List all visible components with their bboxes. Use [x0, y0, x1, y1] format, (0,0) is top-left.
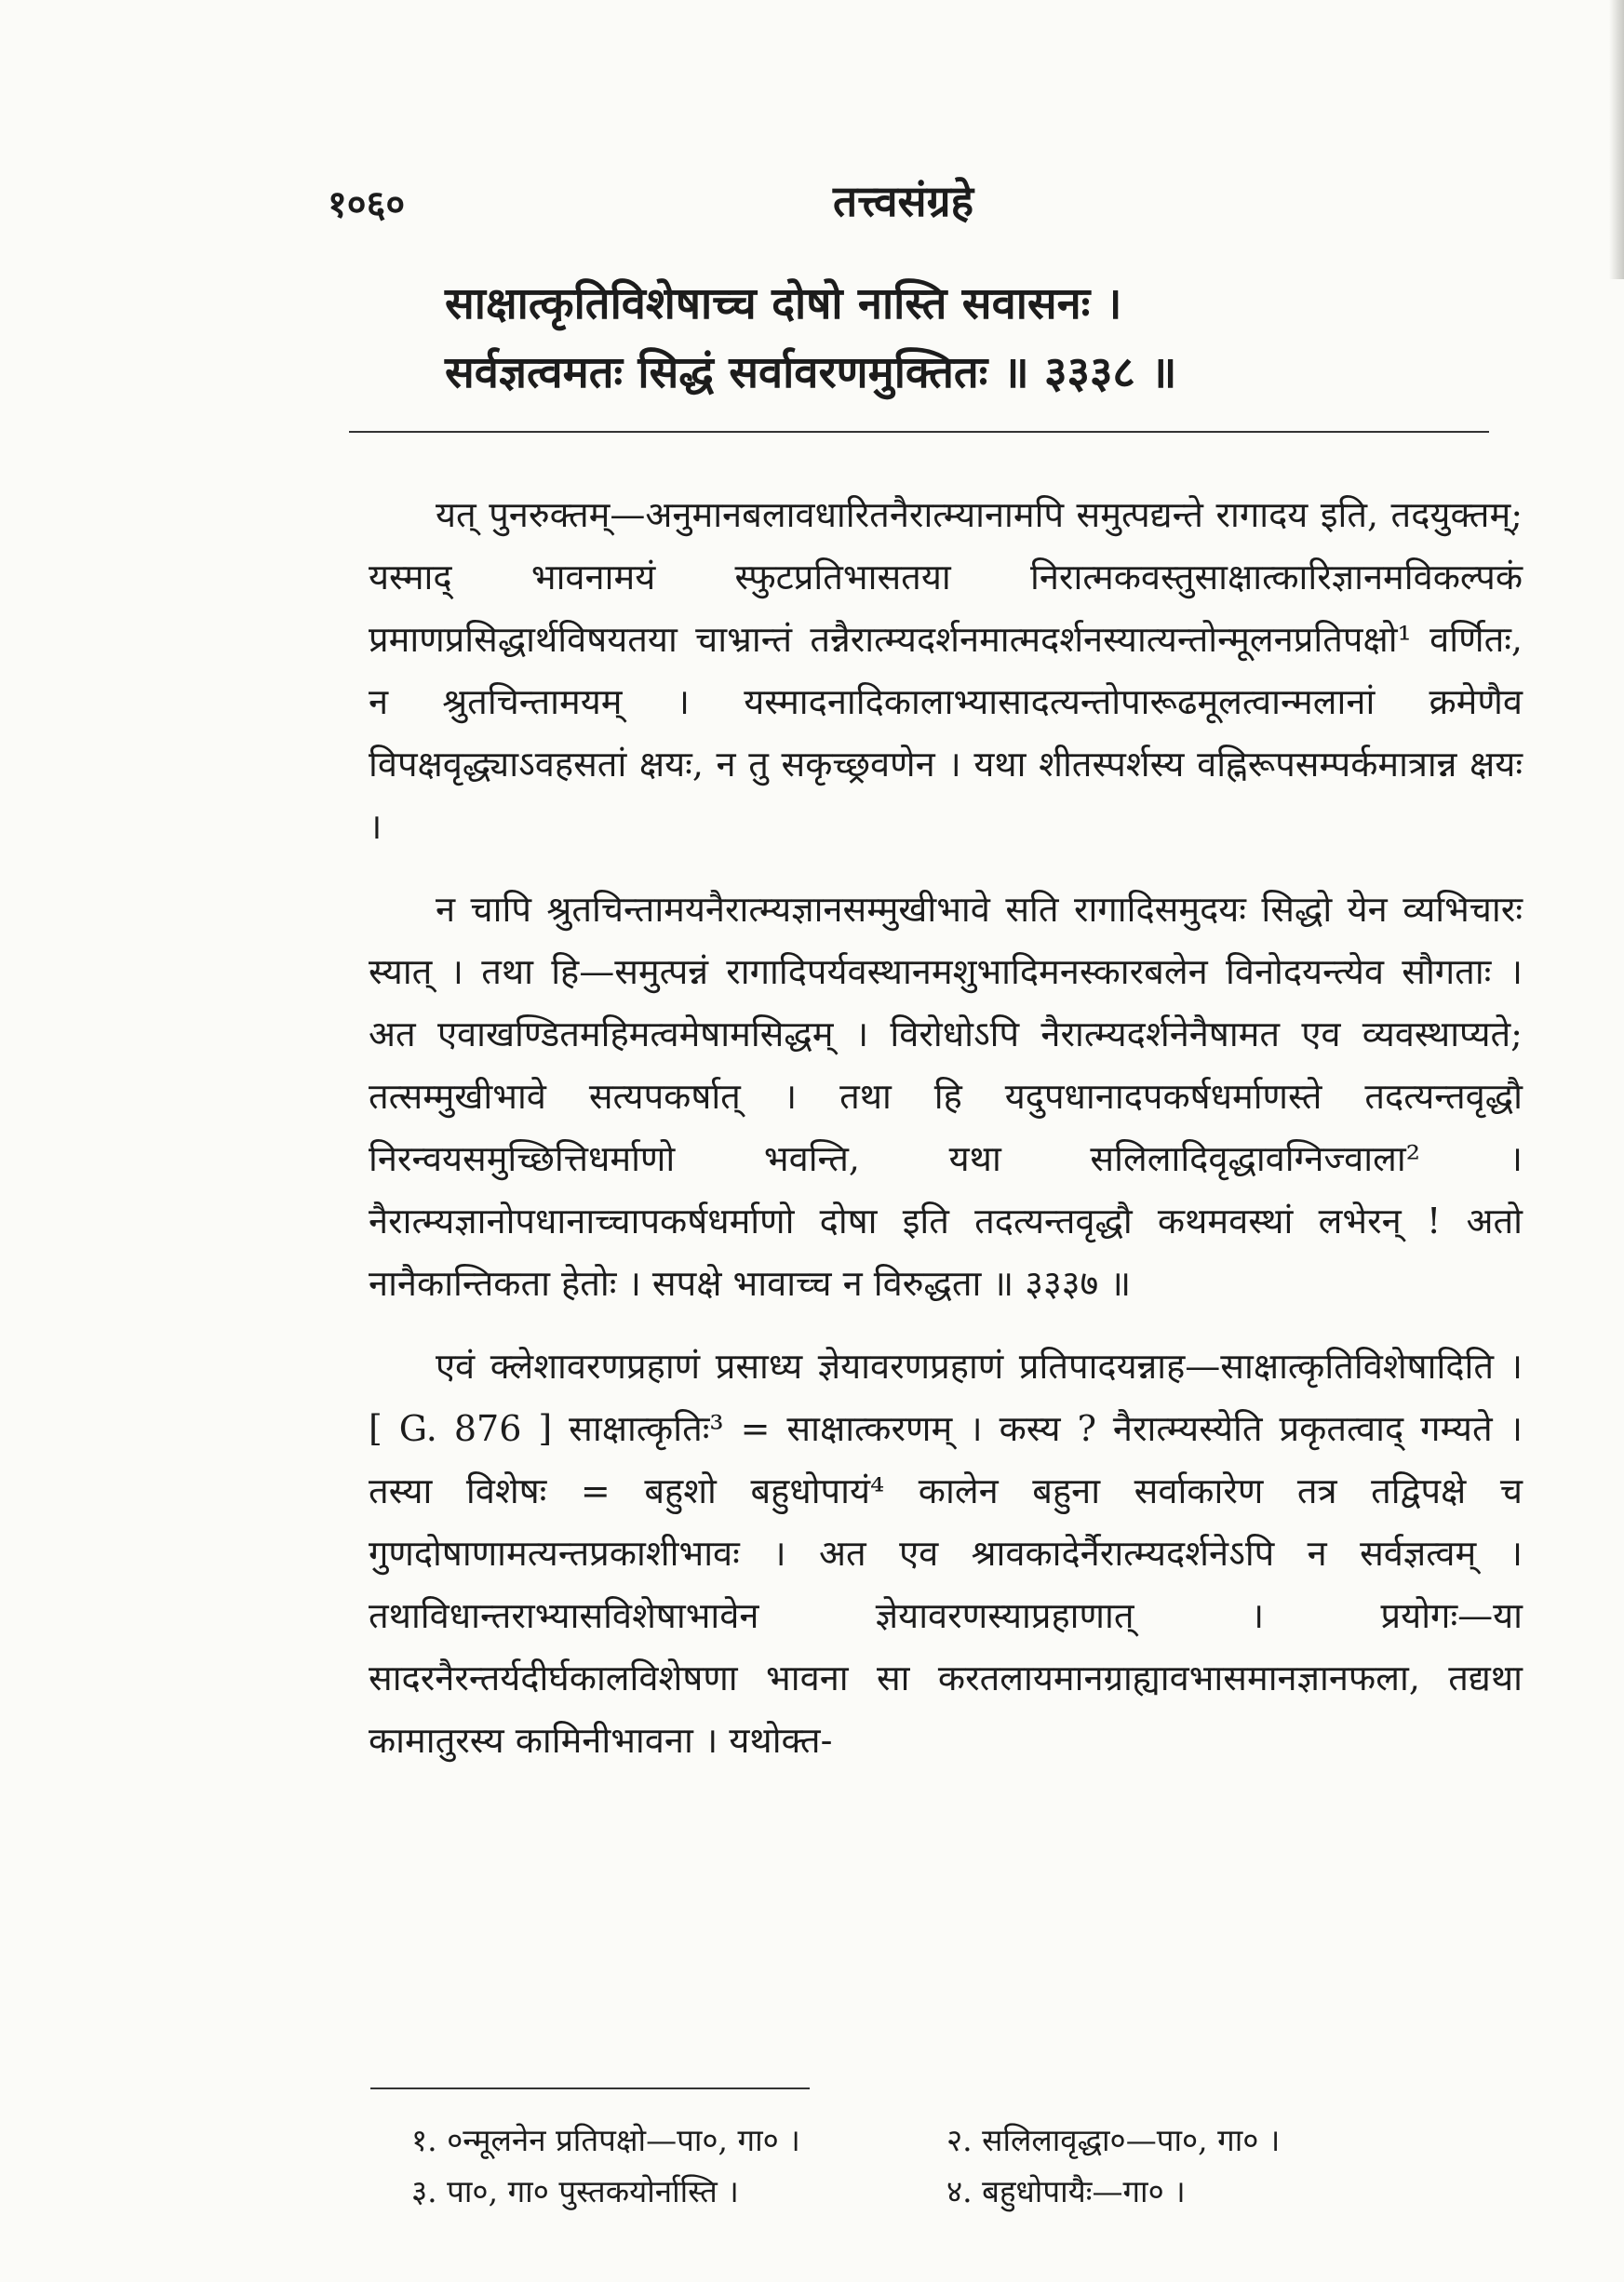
- footnote-2: २. सलिलावृद्धा०—पा०, गा० ।: [946, 2122, 1281, 2158]
- verse-line-2: सर्वज्ञत्वमतः सिद्धं सर्वावरणमुक्तितः ॥ ३३३८ ॥: [445, 347, 1177, 398]
- footnote-row: [411, 2114, 1482, 2166]
- footnotes: [411, 2114, 1482, 2217]
- verse-block: [445, 270, 1515, 408]
- footnote-4: ४. बहुधोपायैः—गा० ।: [946, 2173, 1186, 2209]
- page-number: १०६०: [328, 182, 406, 226]
- footnote-3: ३. पा०, गा० पुस्तकयोर्नास्ति ।: [411, 2173, 739, 2209]
- footnote-row: [411, 2166, 1482, 2217]
- page-title: तत्त्वसंग्रहे: [833, 176, 974, 226]
- running-head: [0, 164, 1624, 229]
- commentary-paragraph-2: न चापि श्रुतचिन्तामयनैरात्म्यज्ञानसम्मुखीभावे सति रागादिसमुदयः सिद्धो येन व्यभिचारः स्यात् । तथा हि—समुत्पन्नं रागादिपर्यवस्थानमशुभादिमनस्कारबलेन विनोदयन्त्येव सौगताः । अत एवाखण्डितमहिमत्वमेषामसिद्धम् । विरोधोऽपि नैरात्म्यदर्शनेनैषामत एव व्यवस्थाप्यते; तत्सम्मुखीभावे सत्यपकर्षात् । तथा हि यदुपधानादपकर्षधर्माणस्ते तदत्यन्तवृद्धौ निरन्वयसमुच्छित्तिधर्माणो भवन्ति, यथा सलिलादिवृद्धावग्निज्वाला² । नैरात्म्यज्ञानोपधानाच्चापकर्षधर्माणो दोषा इति तदत्यन्तवृद्धौ कथमवस्थां लभेरन् ! अतो नानैकान्तिकता हेतोः । सपक्षे भावाच्च न विरुद्धता ॥ ३३३७ ॥: [369, 889, 1523, 1304]
- footnote-1: १. ०न्मूलनेन प्रतिपक्षो—पा०, गा० ।: [411, 2122, 800, 2158]
- commentary-paragraph-3: एवं क्लेशावरणप्रहाणं प्रसाध्य ज्ञेयावरणप्रहाणं प्रतिपादयन्नाह—साक्षात्कृतिविशेषादिति । [ G. 876 ] साक्षात्कृतिः³ = साक्षात्करणम् । कस्य ? नैरात्म्यस्येति प्रकृतत्वाद् गम्यते । तस्या विशेषः = बहुशो बहुधोपायं⁴ कालेन बहुना सर्वाकारेण तत्र तद्विपक्षे च गुणदोषाणामत्यन्तप्रकाशीभावः । अत एव श्रावकादेर्नैरात्म्यदर्शनेऽपि न सर्वज्ञत्वम् । तथाविधान्तराभ्यासविशेषाभावेन ज्ञेयावरणस्याप्रहाणात् । प्रयोगः—या सादरनैरन्तर्यदीर्घकालविशेषणा भावना सा करतलायमानग्राह्यावभासमानज्ञानफला, तद्यथा कामातुरस्य कामिनीभावना । यथोक्त-: [369, 1346, 1523, 1761]
- commentary-paragraph-1: यत् पुनरुक्तम्—अनुमानबलावधारितनैरात्म्यानामपि समुत्पद्यन्ते रागादय इति, तदयुक्तम्; यस्माद् भावनामयं स्फुटप्रतिभासतया निरात्मकवस्तुसाक्षात्कारिज्ञानमविकल्पकं प्रमाणप्रसिद्धार्थविषयतया चाभ्रान्तं तन्नैरात्म्यदर्शनमात्मदर्शनस्यात्यन्तोन्मूलनप्रतिपक्षो¹ वर्णितः, न श्रुतचिन्तामयम् । यस्मादनादिकालाभ्यासादत्यन्तोपारूढमूलत्वान्मलानां क्रमेणैव विपक्षवृद्ध्याऽवहसतां क्षयः, न तु सकृच्छ्रवणेन । यथा शीतस्पर्शस्य वह्निरूपसम्पर्कमात्रान्न क्षयः ।: [369, 494, 1523, 847]
- commentary: [369, 484, 1523, 1772]
- footnote-divider: [370, 2087, 810, 2089]
- verse-line-1: साक्षात्कृतिविशेषाच्च दोषो नास्ति सवासनः ।: [445, 278, 1122, 329]
- verse-divider: [349, 431, 1489, 433]
- page-edge-shadow: [1609, 0, 1624, 279]
